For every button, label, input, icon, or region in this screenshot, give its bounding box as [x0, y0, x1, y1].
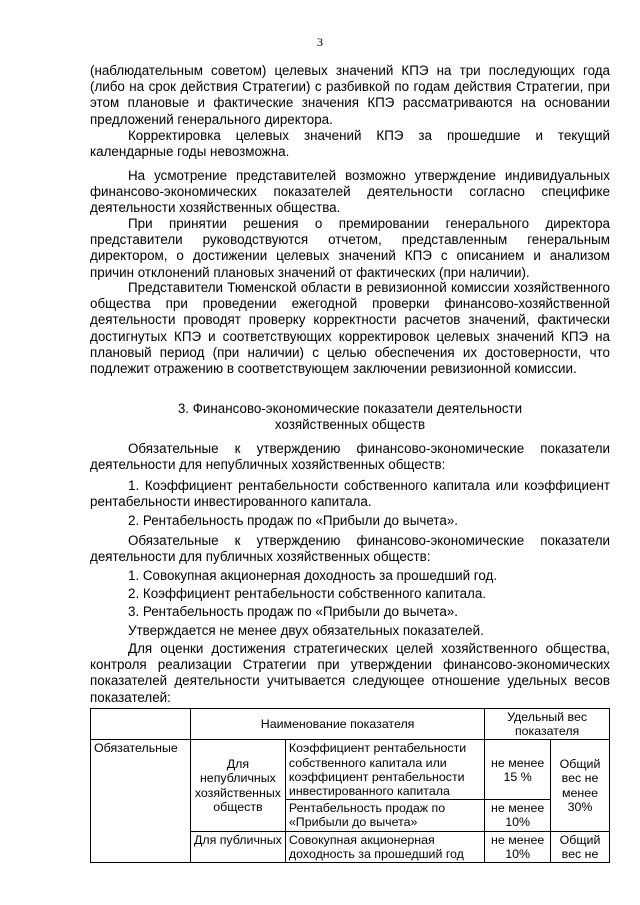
row-group-mandatory: Обязательные [91, 740, 191, 863]
paragraph-correction: Корректировка целевых значений КПЭ за прошедшие и текущий календарные годы невозможна. [90, 128, 610, 160]
section-heading-line1: 3. Финансово-экономические показатели деятельности [177, 401, 523, 416]
weights-intro: Для оценки достижения стратегических целей хозяйственного общества, контроля реализации Стратегии при утверждении финансово-экономических показателей деятельности учитывается следующее отношение удельных весов показателей: [90, 641, 610, 705]
public-item-1: 1. Совокупная акционерная доходность за прошедший год. [128, 568, 498, 583]
nonpublic-indicator-2: Рентабельность продаж по «Прибыли до вычета» [285, 800, 484, 831]
public-indicator-1: Совокупная акционерная доходность за прошедший год [285, 831, 484, 862]
public-intro: Обязательные к утверждению финансово-экономические показатели деятельности для публичных хозяйственных обществ: [90, 533, 610, 565]
table-header-name: Наименование показателя [190, 709, 484, 740]
paragraph-kpi-approval: (наблюдательным советом) целевых значений КПЭ на три последующих года (либо на срок действия Стратегии) с разбивкой по годам действия Стратегии, при этом плановые и фактические значения КПЭ рассматриваются на основании предложений генерального директора. [90, 63, 610, 127]
public-item-2: 2. Коэффициент рентабельности собственного капитала. [128, 586, 487, 601]
public-label: Для публичных [190, 831, 285, 862]
nonpublic-item-2: 2. Рентабельность продаж по «Прибыли до вычета». [128, 513, 458, 528]
nonpublic-indicator-2-weight: не менее 10% [485, 800, 551, 831]
public-item-3: 3. Рентабельность продаж по «Прибыли до вычета». [128, 604, 458, 619]
section-heading-line2: хозяйственных обществ [274, 417, 426, 432]
paragraph-audit-commission: Представители Тюменской области в ревизионной комиссии хозяйственного общества при проведении ежегодной проверки финансово-хозяйственной деятельности проводят проверку корректности расчетов значений, фактически достигнутых КПЭ и соответствующих корректировок целевых значений КПЭ на плановый период (при наличии) с целью обеспечения их достоверности, что подлежит отражению в соответствующем заключении ревизионной комиссии. [90, 280, 610, 377]
table-row [91, 740, 610, 800]
table-header-row [91, 709, 610, 740]
table-header-empty [91, 709, 191, 740]
min-two-indicators: Утверждается не менее двух обязательных показателей. [128, 623, 484, 638]
weights-table [90, 708, 610, 863]
paragraph-individual-indicators: На усмотрение представителей возможно утверждение индивидуальных финансово-экономических показателей деятельности согласно специфике деятельности хозяйственных общества. [90, 168, 610, 216]
table-header-weight: Удельный вес показателя [485, 709, 610, 740]
nonpublic-item-1: 1. Коэффициент рентабельности собственного капитала или коэффициент рентабельности инвестированного капитала. [90, 478, 610, 510]
nonpublic-indicator-1-weight: не менее 15 % [485, 740, 551, 800]
page-number: 3 [317, 35, 323, 49]
public-indicator-1-weight: не менее 10% [485, 831, 551, 862]
nonpublic-label: Для непубличных хозяйственных обществ [190, 740, 285, 831]
nonpublic-total-weight: Общий вес не менее 30% [551, 740, 610, 831]
public-total-weight: Общий вес не [551, 831, 610, 862]
nonpublic-indicator-1: Коэффициент рентабельности собственного капитала или коэффициент рентабельности инвестированного капитала [285, 740, 484, 800]
paragraph-bonus-decision: При принятии решения о премировании генерального директора представители руководствуются отчетом, представленным генеральным директором, о достижении целевых значений КПЭ с описанием и анализом причин отклонений плановых значений от фактических (при наличии). [90, 216, 610, 280]
nonpublic-intro: Обязательные к утверждению финансово-экономические показатели деятельности для непубличных хозяйственных обществ: [90, 441, 610, 473]
